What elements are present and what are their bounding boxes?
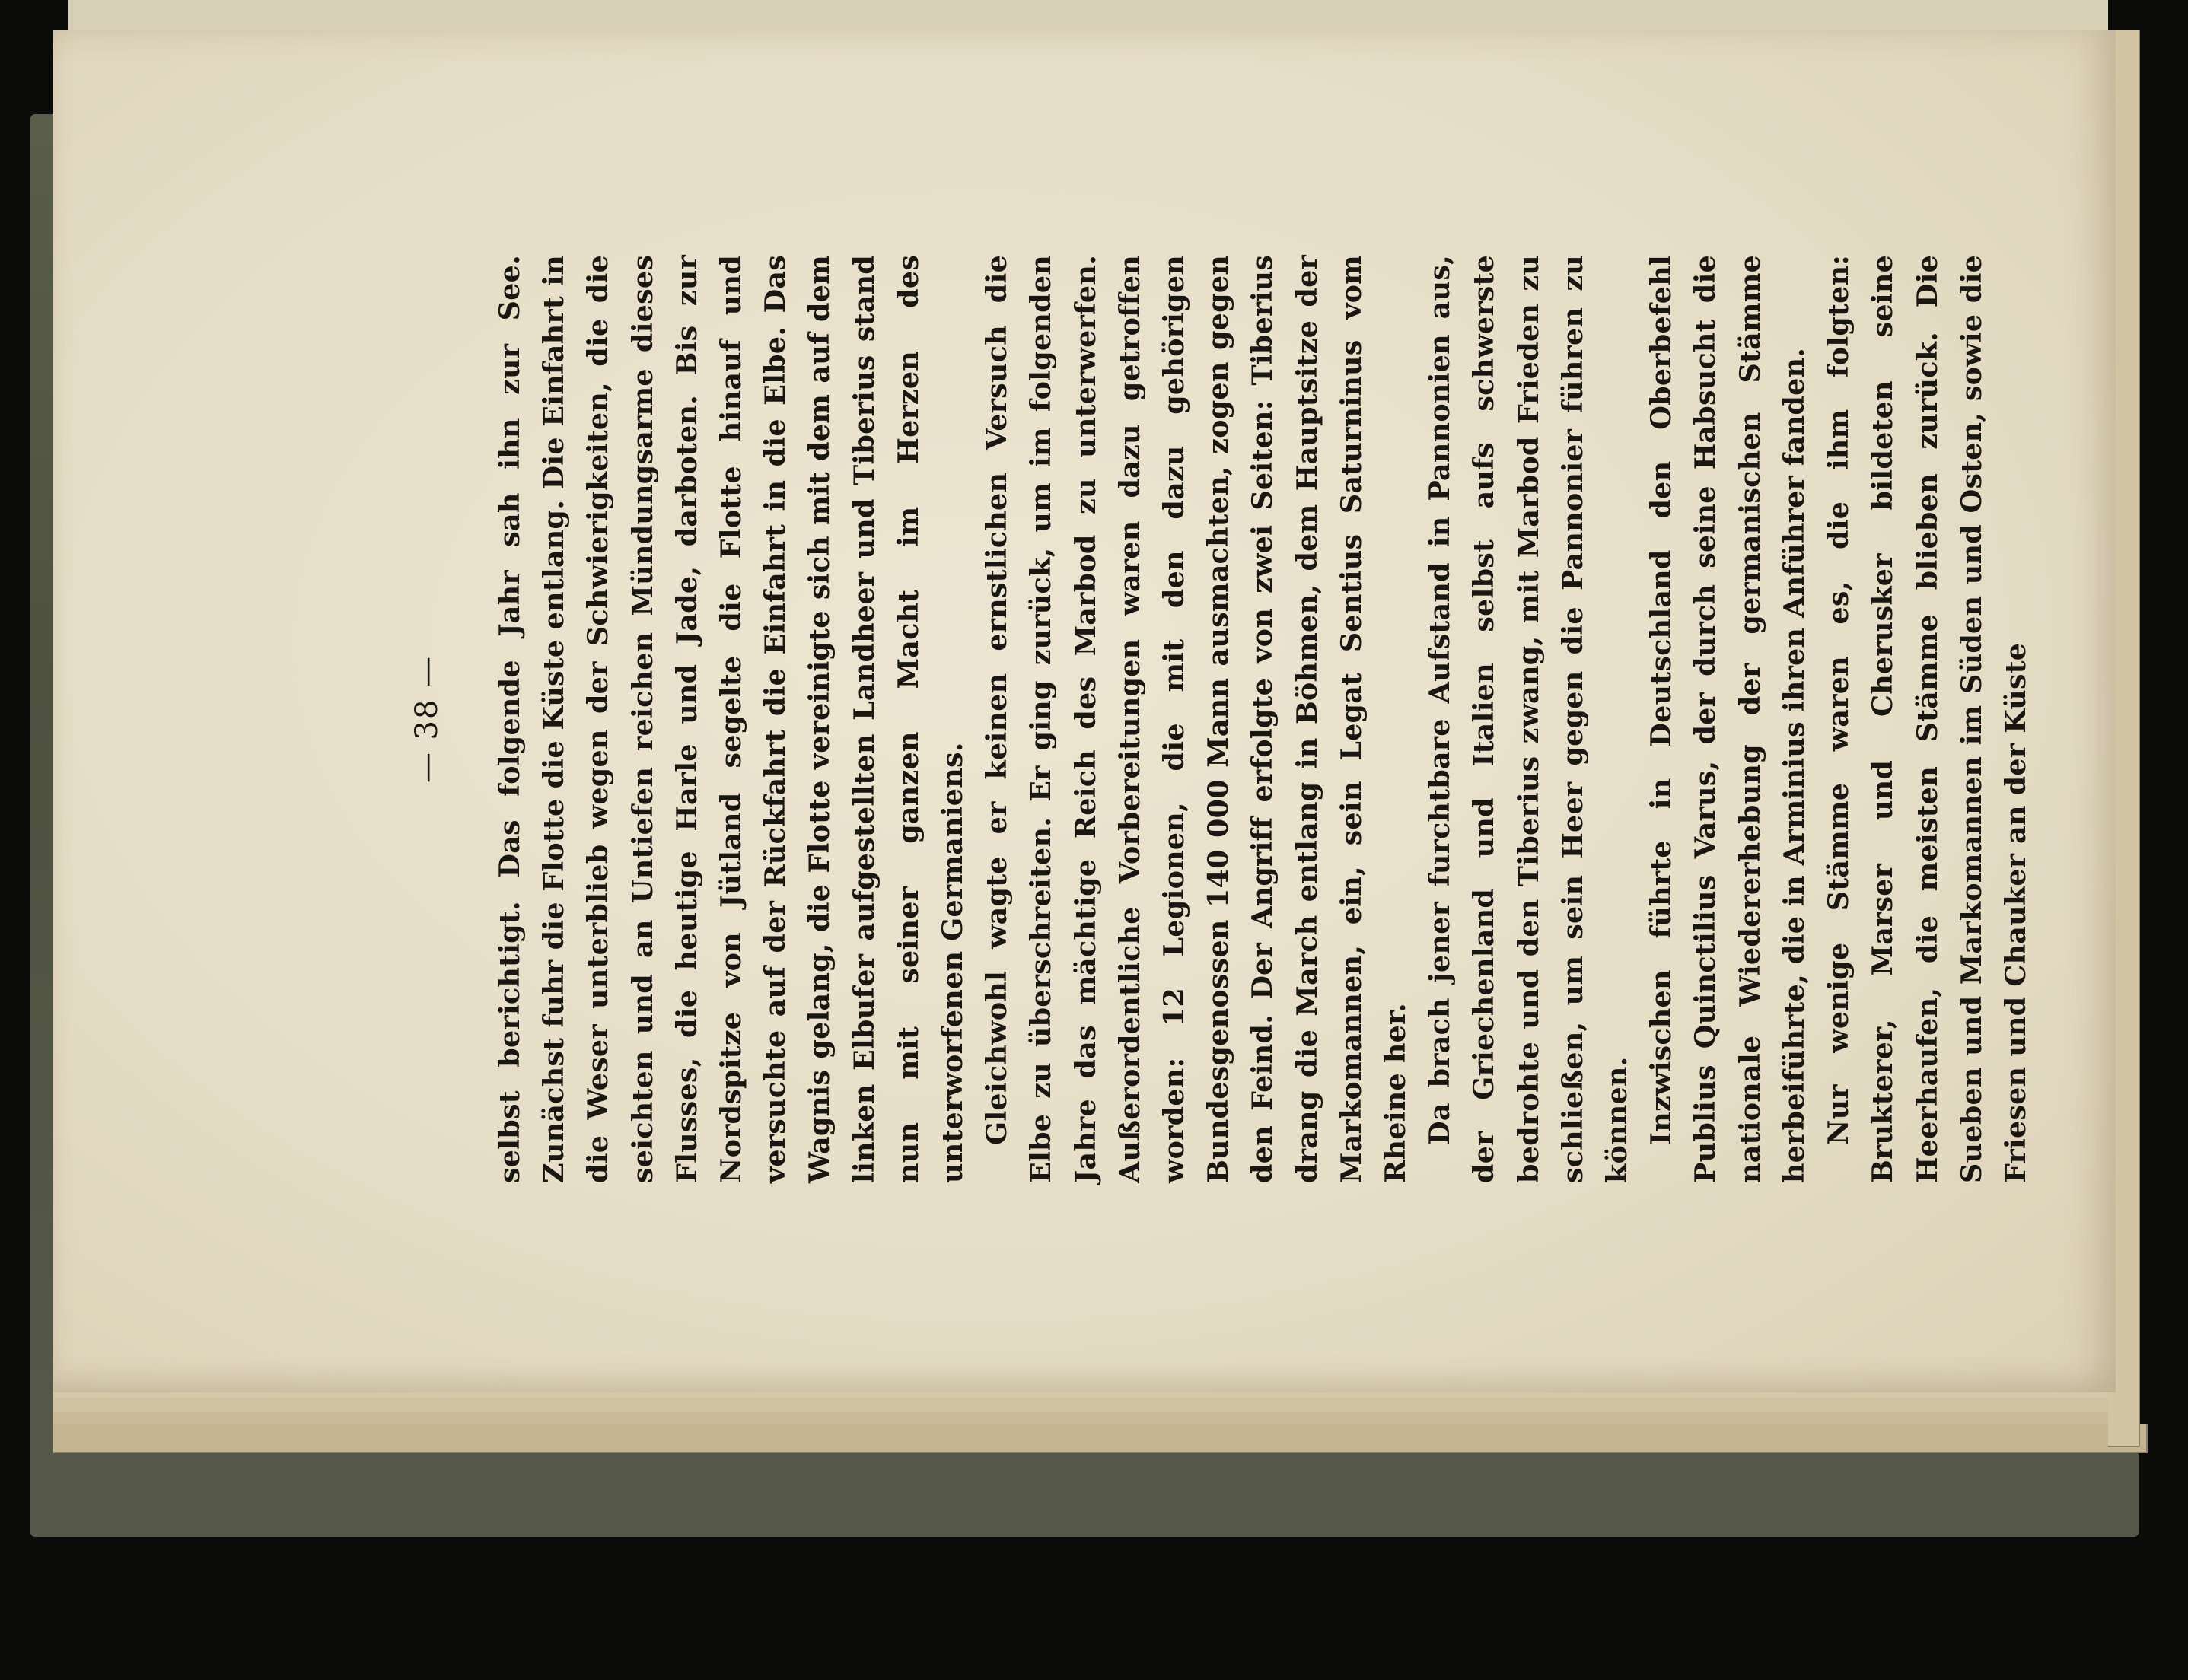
book-page — [53, 30, 2116, 1392]
page-text-block — [400, 255, 2032, 1183]
paragraph: Gleichwohl wagte er keinen ernstlichen Versuch die Elbe zu überschreiten. Er ging zurück, um im folgenden Jahre das mächtige Reich des Marbod zu unterwerfen. Außerordentliche Vorbereitungen waren dazu getroffen worden: 12 Legionen, die mit den dazu gehörigen Bundesgenossen 140 000 Mann ausmachten, zogen gegen den Feind. Der Angriff erfolgte von zwei Seiten: Tiberius drang die March entlang in Böhmen, dem Hauptsitze der Markomannen, ein, sein Legat Sentius Saturninus vom Rheine her. — [980, 255, 1412, 1183]
paragraph: selbst berichtigt. Das folgende Jahr sah ihn zur See. Zunächst fuhr die Flotte die Küste entlang. Die Einfahrt in die Weser unterblieb wegen der Schwierigkeiten, die die seichten und an Untiefen reichen Mündungsarme dieses Flusses, die heutige Harle und Jade, darboten. Bis zur Nordspitze von Jütland segelte die Flotte hinauf und versuchte auf der Rückfahrt die Einfahrt in die Elbe. Das Wagnis gelang, die Flotte vereinigte sich mit dem auf dem linken Elbufer aufgestellten Landheer und Tiberius stand nun mit seiner ganzen Macht im Herzen des unterworfenen Germaniens. — [493, 255, 970, 1183]
previous-leaf-edge — [68, 0, 2108, 32]
paragraph: Inzwischen führte in Deutschland den Oberbefehl Publius Quinctilius Varus, der durch seine Habsucht die nationale Wiedererhebung der germanischen Stämme herbeiführte, die in Arminius ihren Anführer fanden. — [1645, 255, 1811, 1183]
page-edge-stack — [53, 1424, 2148, 1453]
paragraph: Nur wenige Stämme waren es, die ihm folgten: Brukterer, Marser und Cherusker bildeten seine Heerhaufen, die meisten Stämme blieben zurück. Die Sueben und Markomannen im Süden und Osten, sowie die Friesen und Chauker an der Küste — [1822, 255, 2032, 1183]
paragraph: Da brach jener furchtbare Aufstand in Pannonien aus, der Griechenland und Italien selbst aufs schwerste bedrohte und den Tiberius zwang, mit Marbod Frieden zu schließen, um sein Heer gegen die Pannonier führen zu können. — [1423, 255, 1634, 1183]
page-number-header: — 38 — — [409, 654, 444, 784]
